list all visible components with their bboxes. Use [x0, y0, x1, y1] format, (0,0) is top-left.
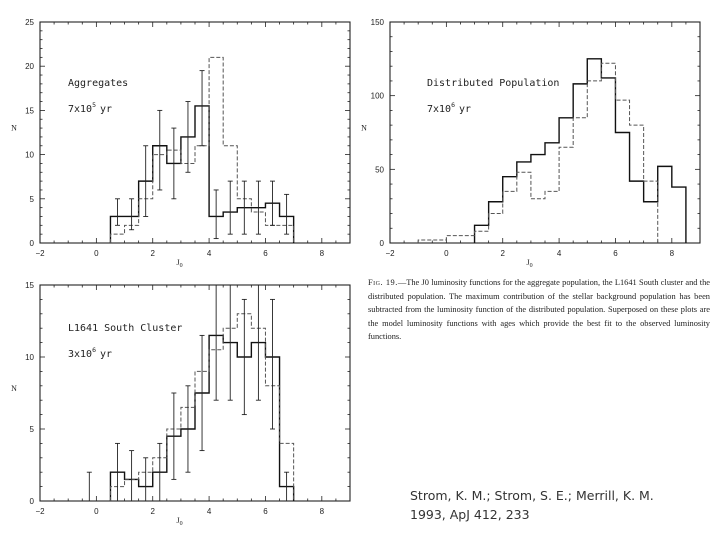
distributed-x-tick-label: 2 — [500, 249, 505, 258]
l1641-y-tick-label: 15 — [25, 281, 34, 290]
distributed-panel-age-exp: 6 — [451, 101, 456, 109]
l1641-x-tick-label: 0 — [94, 507, 99, 516]
aggregates-panel-age-exp: 5 — [92, 101, 97, 109]
chart-l1641-svg — [0, 265, 360, 540]
l1641-panel-age-exp: 6 — [92, 346, 97, 354]
distributed-panel-age-unit: yr — [459, 104, 472, 115]
chart-distributed-svg — [360, 0, 720, 269]
chart-l1641 — [0, 265, 360, 540]
aggregates-x-tick-label: 4 — [206, 249, 212, 258]
distributed-histogram-dashed — [418, 63, 658, 243]
aggregates-y-tick-label: 20 — [25, 62, 34, 72]
distributed-x-tick-label: 6 — [613, 249, 618, 258]
citation-authors: Strom, K. M.; Strom, S. E.; Merrill, K. M. — [410, 488, 654, 503]
aggregates-y-tick-label: 10 — [25, 150, 34, 160]
distributed-panel-title: Distributed Population — [427, 78, 560, 89]
aggregates-panel-age: $7x10^5$ yr — [68, 101, 113, 115]
l1641-y-tick-label: 0 — [29, 497, 34, 506]
aggregates-y-tick-label: 15 — [25, 106, 34, 116]
l1641-x-axis-label: $J_0$ — [176, 516, 183, 527]
distributed-x-tick-label: 4 — [556, 249, 562, 258]
aggregates-x-tick-label: 8 — [319, 249, 325, 258]
l1641-y-axis-label: N — [11, 384, 17, 393]
l1641-x-axis-label-sub: 0 — [179, 521, 183, 527]
l1641-y-tick-label: 10 — [25, 353, 34, 362]
aggregates-panel-title: Aggregates — [68, 78, 129, 89]
citation — [410, 486, 654, 524]
l1641-y-tick-label: 5 — [29, 425, 34, 434]
aggregates-x-tick-label: −2 — [35, 249, 45, 258]
aggregates-y-tick-label: 5 — [29, 194, 34, 204]
distributed-x-axis-label: $J_0$ — [526, 258, 533, 269]
citation-journal: 1993, ApJ 412, 233 — [410, 507, 530, 522]
distributed-panel-age: $7x10^6$ yr — [427, 101, 472, 115]
aggregates-y-axis-label: N — [11, 123, 17, 133]
l1641-panel-age: $3x10^6$ yr — [68, 346, 113, 360]
aggregates-x-tick-label: 2 — [150, 249, 155, 258]
distributed-y-tick-label: 100 — [370, 91, 384, 101]
aggregates-x-axis-label: $J_0$ — [176, 258, 183, 269]
distributed-y-tick-label: 150 — [370, 18, 384, 27]
aggregates-y-tick-label: 0 — [29, 239, 34, 248]
aggregates-y-tick-label: 25 — [25, 18, 34, 27]
l1641-x-tick-label: 8 — [319, 507, 325, 516]
aggregates-x-tick-label: 0 — [94, 249, 99, 258]
figure-label: Fig. 19. — [368, 278, 398, 287]
aggregates-panel-age-unit: yr — [100, 104, 113, 115]
aggregates-x-tick-label: 6 — [263, 249, 268, 258]
distributed-x-tick-label: 8 — [669, 249, 675, 258]
aggregates-x-axis-label-sub: 0 — [179, 263, 183, 269]
distributed-y-tick-label: 0 — [379, 239, 384, 248]
figure-caption — [368, 276, 710, 344]
l1641-x-tick-label: −2 — [35, 507, 45, 516]
distributed-x-tick-label: −2 — [385, 249, 395, 258]
distributed-plot-frame — [390, 22, 700, 243]
l1641-panel-age-unit: yr — [100, 349, 113, 360]
l1641-x-tick-label: 6 — [263, 507, 268, 516]
l1641-panel-title: L1641 South Cluster — [68, 323, 183, 334]
distributed-y-tick-label: 50 — [375, 165, 384, 175]
figure-caption-text: —The J0 luminosity functions for the aggregate population, the L1641 South cluster and the distributed population. The maximum contribution of the stellar background population has been subtracted from the luminosity function of the distributed population. Superposed on these plots are the model luminosity functions with ages which provide the best fit to the observed luminosity functions. — [368, 278, 710, 342]
distributed-x-axis-label-sub: 0 — [529, 263, 533, 269]
distributed-y-axis-label: N — [361, 123, 367, 133]
chart-aggregates — [0, 0, 360, 269]
l1641-x-tick-label: 4 — [206, 507, 212, 516]
distributed-x-tick-label: 0 — [444, 249, 449, 258]
chart-aggregates-svg — [0, 0, 360, 269]
l1641-x-tick-label: 2 — [150, 507, 155, 516]
chart-distributed — [360, 0, 720, 269]
